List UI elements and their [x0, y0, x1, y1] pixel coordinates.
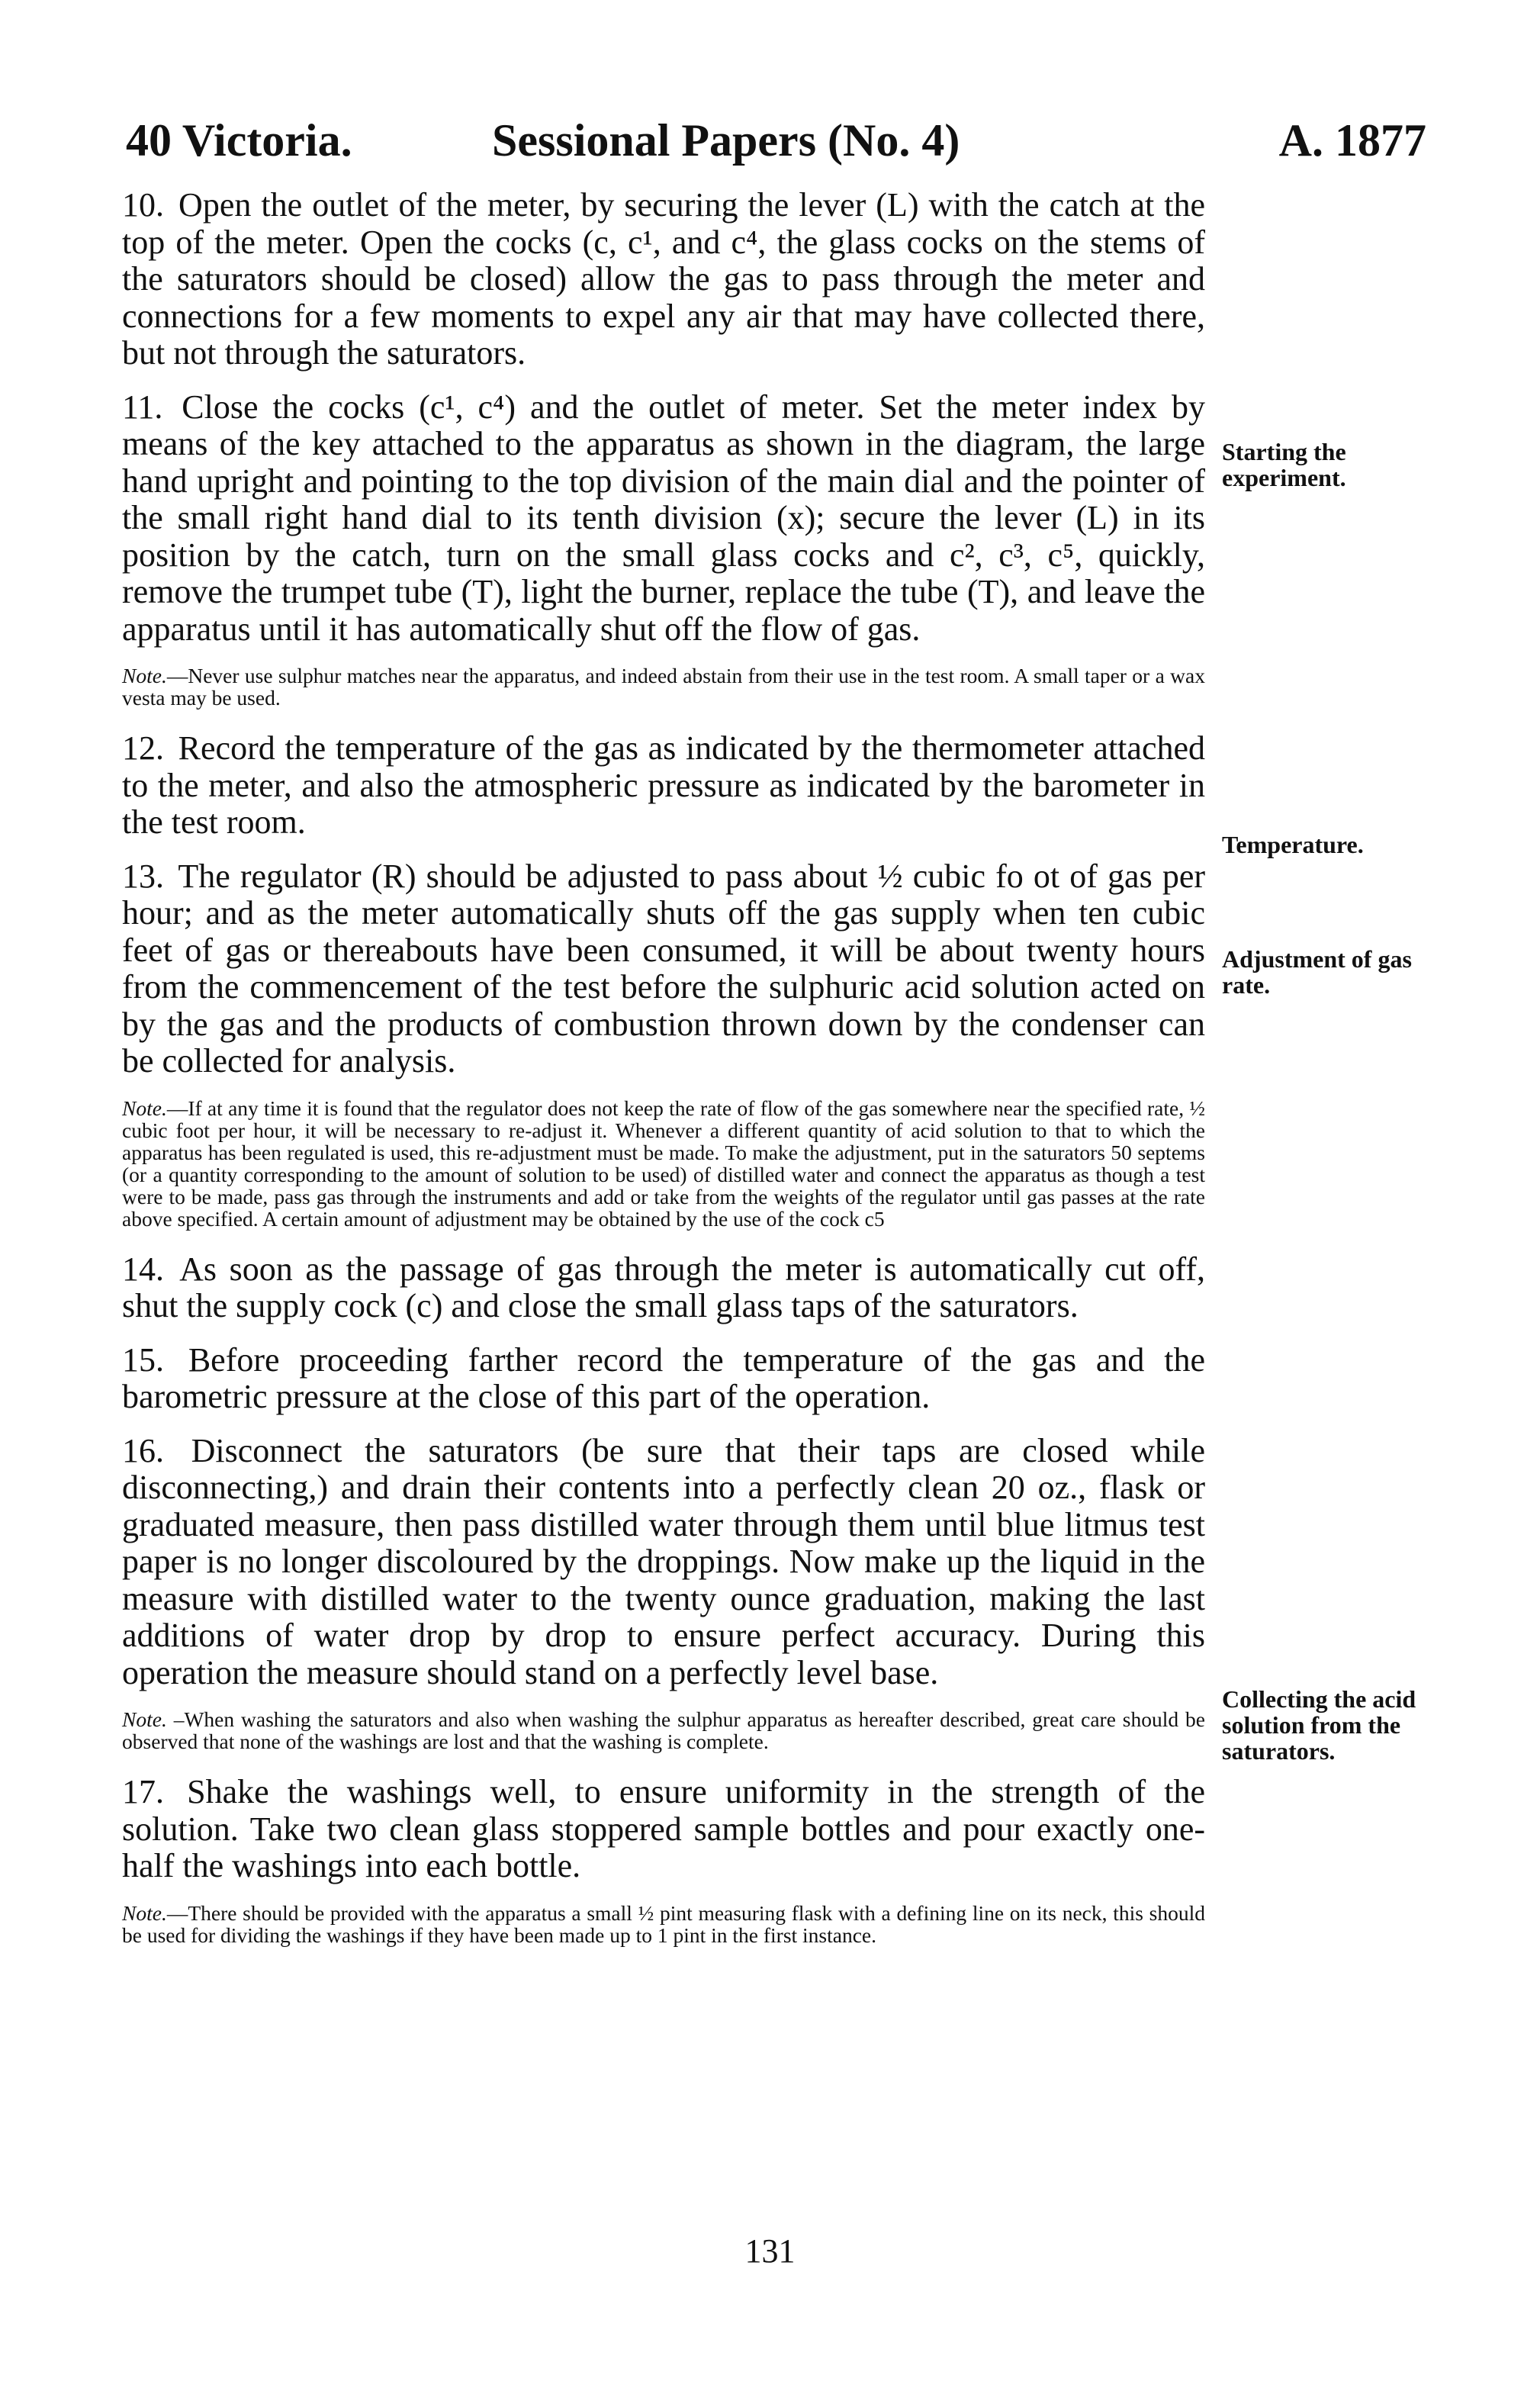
main-text [122, 187, 1205, 1968]
note-regulator: Note.—If at any time it is found that the regulator does not keep the rate of flow of the gas somewhere near the specified rate, ½ cubic foot per hour, it will be necessary to re-adjust it. Whenever a different quantity of acid solution to that to which the apparatus has been regulated is used, this re-adjustment must be made. To make the adjustment, put in the saturators 50 septems (or a quantity corresponding to the amount of solution to be used) of distilled water and connect the apparatus as though a test were to be made, pass gas through the instruments and add or take from the weights of the regulator until gas passes at the rate above specified. A certain amount of adjustment may be obtained by the use of the cock c5 [122, 1096, 1205, 1231]
page-number: 131 [744, 2232, 796, 2270]
margin-note-starting: Starting the experiment. [1222, 438, 1346, 491]
header-volume: 40 Victoria. [126, 115, 352, 166]
margin-note-temperature: Temperature. [1222, 831, 1364, 858]
margin-note-adjustment: Adjustment of gas rate. [1222, 945, 1412, 999]
paragraph-16: 16. Disconnect the saturators (be sure that their taps are closed while disconnecting,) and drain their contents into a perfectly clean 20 oz., flask or graduated measure, then pass distilled water through them until blue litmus test paper is no longer discoloured by the droppings. Now make up the liquid in the measure with distilled water to the twenty ounce graduation, making the last additions of water drop by drop to ensure perfect accuracy. During this operation the measure should stand on a perfectly level base. [122, 1431, 1206, 1691]
paragraph-13: 13. The regulator (R) should be adjusted to pass about ½ cubic fo ot of gas per hour; and as the meter automatically shuts off the gas supply when ten cubic feet of gas or thereabouts have been consumed, it will be about twenty hours from the commencement of the test before the sulphuric acid solution acted on by the gas and the products of combustion thrown down by the condenser can be collected for analysis. [122, 857, 1205, 1080]
page-header [126, 114, 1426, 175]
paragraph-12: 12. Record the temperature of the gas as indicated by the thermometer attached to the meter, and also the atmospheric pressure as indicated by the barometer in the test room. [122, 729, 1205, 841]
paragraph-11: 11. Close the cocks (c¹, c⁴) and the outlet of meter. Set the meter index by means of the key attached to the apparatus as shown in the diagram, the large hand upright and pointing to the top division of the main dial and the pointer of the small right hand dial to its tenth division (x); secure the lever (L) in its position by the catch, turn on the small glass cocks and c², c³, c⁵, quickly, remove the trumpet tube (T), light the burner, replace the tube (T), and leave the apparatus until it has automatically shut off the flow of gas. [122, 388, 1205, 648]
paragraph-17: 17. Shake the washings well, to ensure uniformity in the strength of the solution. Take two clean glass stoppered sample bottles and pour exactly one-half the washings into each bottle. [122, 1773, 1206, 1884]
margin-note-collecting: Collecting the acid solution from the saturators. [1222, 1685, 1416, 1765]
note-washing: Note. –When washing the saturators and also when washing the sulphur apparatus as hereafter described, great care should be observed that none of the washings are lost and that the washing is complete. [122, 1707, 1205, 1753]
paragraph-14: 14. As soon as the passage of gas through the meter is automatically cut off, shut the supply cock (c) and close the small glass taps of the saturators. [122, 1250, 1206, 1324]
paragraph-10: 10. Open the outlet of the meter, by securing the lever (L) with the catch at the top of the meter. Open the cocks (c, c¹, and c⁴, the glass cocks on the stems of the saturators should be closed) allow the gas to pass through the meter and connections for a few moments to expel any air that may have collected there, but not through the saturators. [122, 186, 1206, 372]
header-series: A. 1877 [1278, 115, 1426, 166]
note-matches: Note.—Never use sulphur matches near the apparatus, and indeed abstain from their use in the test room. A small taper or a wax vesta may be used. [122, 664, 1205, 710]
note-flask: Note.—There should be provided with the apparatus a small ½ pint measuring flask with a defining line on its neck, this should be used for dividing the washings if they have been made up to 1 pint in the first instance. [122, 1900, 1205, 1947]
paragraph-15: 15. Before proceeding farther record the temperature of the gas and the barometric pressure at the close of this part of the operation. [122, 1340, 1205, 1415]
header-title: Sessional Papers (No. 4) [492, 115, 960, 166]
